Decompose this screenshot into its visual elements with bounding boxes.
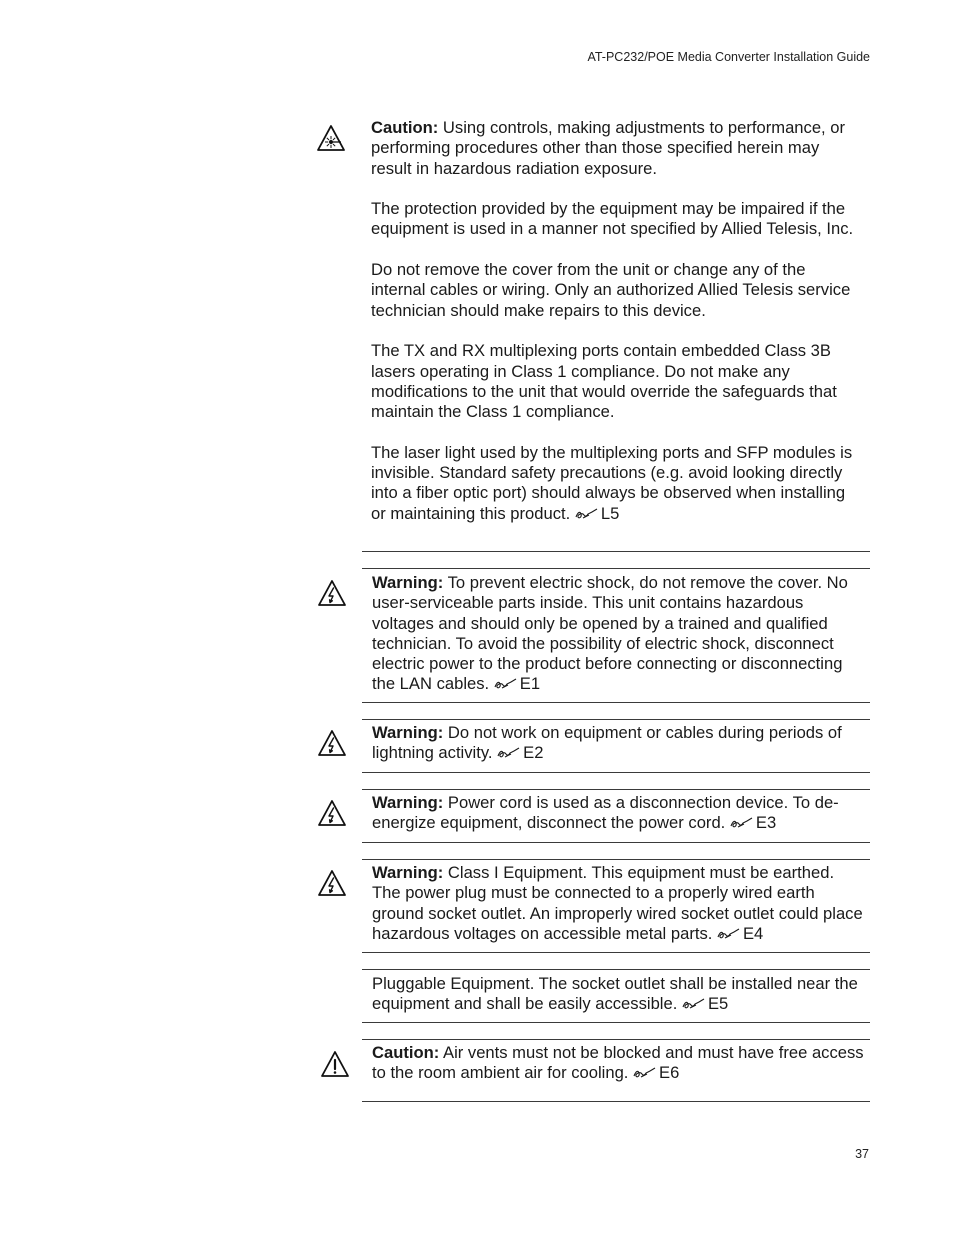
electrical-hazard-icon [317,729,347,757]
reference-mark [730,813,776,832]
reference-mark [717,924,763,943]
translation-reference-icon [730,817,754,829]
warning-e2: Warning: Do not work on equipment or cables during periods of lightning activity. E2 [372,723,842,763]
laser-caution-paragraph-1: Caution: Using controls, making adjustments to performance, or performing procedures other than those specified herein may result in hazardous radiation exposure. [371,118,846,178]
general-caution-icon [320,1050,350,1078]
section-divider [362,789,870,790]
reference-code: E5 [707,994,729,1014]
reference-code: E1 [519,674,541,694]
section-divider [362,859,870,860]
electrical-hazard-icon [317,579,347,607]
page-number: 37 [855,1147,869,1161]
section-divider [362,568,870,569]
section-divider [362,952,870,953]
section-divider [362,702,870,703]
laser-caution-paragraph-2: The protection provided by the equipment may be impaired if the equipment is used in a manner not specified by Allied Telesis, Inc. [371,199,854,239]
laser-caution-paragraph-4: The TX and RX multiplexing ports contain embedded Class 3B lasers operating in Class 1 compliance. Do not make any modifications to the unit that would override the safeguards that maintain the Class 1 compliance. [371,341,837,422]
section-divider [362,719,870,720]
section-divider [362,1022,870,1023]
translation-reference-icon [575,508,599,520]
note-e5: Pluggable Equipment. The socket outlet shall be installed near the equipment and shall be easily accessible. E5 [372,974,858,1014]
caution-label: Caution: [371,118,439,137]
translation-reference-icon [633,1067,657,1079]
reference-code: E4 [742,923,764,943]
section-divider [362,969,870,970]
reference-mark [633,1063,679,1082]
section-divider [362,842,870,843]
laser-warning-icon [316,124,346,152]
electrical-hazard-icon [317,869,347,897]
laser-caution-block [371,118,863,524]
warning-e3: Warning: Power cord is used as a disconnection device. To de-energize equipment, disconnect the power cord. E3 [372,793,839,833]
section-divider [362,551,870,552]
warning-label: Warning: [372,863,444,882]
reference-mark [682,994,728,1013]
laser-caution-paragraph-3: Do not remove the cover from the unit or change any of the internal cables or wiring. Only an authorized Allied Telesis service technician should make repairs to this device. [371,260,851,320]
section-divider [362,1101,870,1102]
caution-label: Caution: [372,1043,440,1062]
caution-e6: Caution: Air vents must not be blocked and must have free access to the room ambient air for cooling. E6 [372,1043,864,1083]
reference-code: L5 [600,503,620,523]
warning-e4: Warning: Class I Equipment. This equipment must be earthed. The power plug must be connected to a properly wired earth ground socket outlet. An improperly wired socket outlet could place hazardous voltages on accessible metal parts. E4 [372,863,863,943]
reference-mark [497,743,543,762]
section-divider [362,1039,870,1040]
reference-mark [494,674,540,693]
translation-reference-icon [494,678,518,690]
reference-code: E2 [523,743,544,763]
warning-label: Warning: [372,793,444,812]
section-divider [362,772,870,773]
reference-mark [575,504,619,523]
reference-code: E6 [659,1063,680,1083]
warning-label: Warning: [372,573,444,592]
electrical-hazard-icon [317,799,347,827]
warning-e1: Warning: To prevent electric shock, do not remove the cover. No user-serviceable parts inside. This unit contains hazardous voltages and should only be opened by a trained and qualified technician. To avoid the possibility of electric shock, disconnect electric power to the product before connecting or disconnecting the LAN cables. E1 [372,573,848,694]
translation-reference-icon [497,747,521,759]
translation-reference-icon [717,928,741,940]
warning-label: Warning: [372,723,444,742]
translation-reference-icon [682,998,706,1010]
reference-code: E3 [755,813,777,833]
laser-caution-paragraph-5: The laser light used by the multiplexing ports and SFP modules is invisible. Standard safety precautions (e.g. avoid looking directly into a fiber optic port) should always be observed when installing or maintaining this product. L5 [371,442,853,523]
running-header: AT-PC232/POE Media Converter Installation Guide [587,50,870,64]
